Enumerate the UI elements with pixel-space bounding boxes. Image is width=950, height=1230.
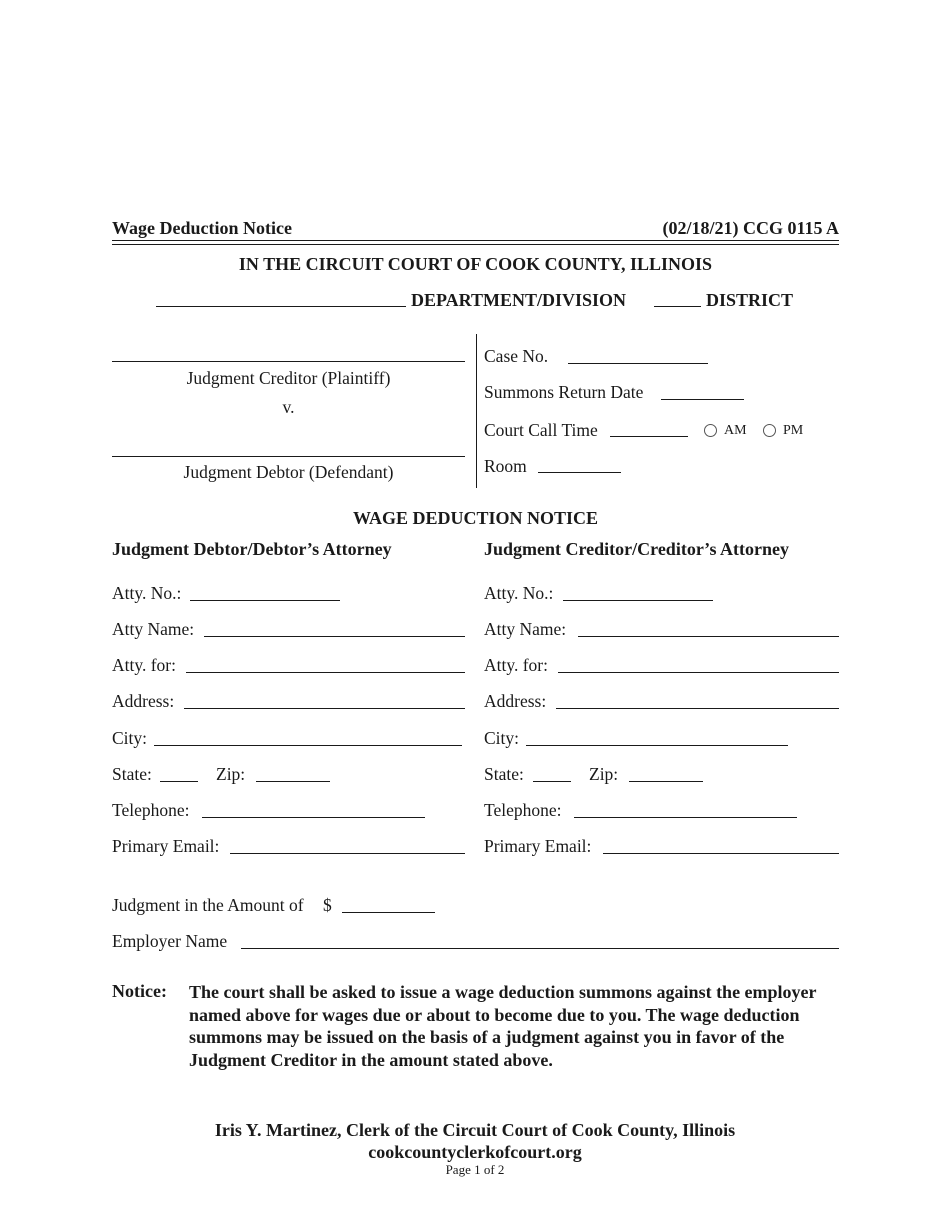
court-title: IN THE CIRCUIT COURT OF COOK COUNTY, ILLINOIS (238, 254, 713, 274)
debtor-city-label: City: (112, 728, 148, 748)
court-call-label: Court Call Time (484, 420, 598, 440)
court-call-field[interactable] (610, 436, 688, 437)
clerk-website[interactable]: cookcountyclerkofcourt.org (368, 1142, 582, 1162)
summons-return-field[interactable] (661, 399, 744, 400)
pm-radio[interactable] (763, 424, 776, 437)
judgment-amount-field[interactable] (342, 912, 435, 913)
debtor-telephone-label: Telephone: (112, 800, 190, 820)
debtor-telephone-field[interactable] (202, 817, 425, 818)
debtor-heading: Judgment Debtor/Debtor’s Attorney (112, 539, 392, 559)
creditor-zip-label: Zip: (589, 764, 619, 784)
creditor-atty-name-label: Atty Name: (484, 619, 567, 639)
caption-divider (476, 334, 477, 488)
debtor-address-field[interactable] (184, 708, 465, 709)
creditor-address-label: Address: (484, 691, 547, 711)
summons-return-label: Summons Return Date (484, 382, 644, 402)
case-no-field[interactable] (568, 363, 708, 364)
am-radio[interactable] (704, 424, 717, 437)
clerk-name: Iris Y. Martinez, Clerk of the Circuit Court of Cook County, Illinois (214, 1120, 736, 1140)
creditor-address-field[interactable] (556, 708, 839, 709)
notice-title: WAGE DEDUCTION NOTICE (352, 508, 599, 528)
debtor-atty-name-label: Atty Name: (112, 619, 195, 639)
creditor-atty-for-field[interactable] (558, 672, 839, 673)
plaintiff-field[interactable] (112, 361, 465, 362)
creditor-atty-no-label: Atty. No.: (484, 583, 554, 603)
page-number: Page 1 of 2 (445, 1162, 505, 1177)
defendant-label: Judgment Debtor (Defendant) (183, 462, 394, 482)
creditor-email-field[interactable] (603, 853, 839, 854)
am-label: AM (724, 423, 747, 438)
pm-label: PM (783, 423, 804, 438)
creditor-zip-field[interactable] (629, 781, 703, 782)
debtor-atty-for-field[interactable] (186, 672, 465, 673)
debtor-atty-no-field[interactable] (190, 600, 340, 601)
employer-name-field[interactable] (241, 948, 839, 949)
judgment-amount-label: Judgment in the Amount of (112, 895, 304, 915)
currency-symbol: $ (323, 895, 332, 915)
creditor-email-label: Primary Email: (484, 836, 592, 856)
creditor-city-field[interactable] (526, 745, 788, 746)
creditor-atty-name-field[interactable] (578, 636, 839, 637)
debtor-state-field[interactable] (160, 781, 198, 782)
debtor-atty-no-label: Atty. No.: (112, 583, 182, 603)
creditor-city-label: City: (484, 728, 520, 748)
header-rule-top (112, 240, 839, 241)
employer-name-label: Employer Name (112, 931, 228, 951)
creditor-state-label: State: (484, 764, 524, 784)
form-code: (02/18/21) CCG 0115 A (662, 218, 839, 238)
district-label: DISTRICT (706, 290, 794, 310)
debtor-email-field[interactable] (230, 853, 465, 854)
debtor-zip-label: Zip: (216, 764, 246, 784)
defendant-field[interactable] (112, 456, 465, 457)
debtor-address-label: Address: (112, 691, 175, 711)
creditor-telephone-field[interactable] (574, 817, 797, 818)
debtor-atty-for-label: Atty. for: (112, 655, 176, 675)
versus-label: v. (282, 397, 295, 417)
debtor-atty-name-field[interactable] (204, 636, 465, 637)
creditor-state-field[interactable] (533, 781, 571, 782)
debtor-email-label: Primary Email: (112, 836, 220, 856)
debtor-state-label: State: (112, 764, 152, 784)
department-field[interactable] (156, 306, 406, 307)
department-label: DEPARTMENT/DIVISION (411, 290, 627, 310)
debtor-city-field[interactable] (154, 745, 462, 746)
district-field[interactable] (654, 306, 701, 307)
creditor-atty-for-label: Atty. for: (484, 655, 548, 675)
header-rule-bottom (112, 244, 839, 245)
room-field[interactable] (538, 472, 621, 473)
creditor-heading: Judgment Creditor/Creditor’s Attorney (484, 539, 789, 559)
creditor-telephone-label: Telephone: (484, 800, 562, 820)
debtor-zip-field[interactable] (256, 781, 330, 782)
creditor-atty-no-field[interactable] (563, 600, 713, 601)
notice-text: The court shall be asked to issue a wage deduction summons against the employer named above for wages due or about to become due to you. The wage deduction summons may be issued on the basis of a judgment against you in favor of the Judgment Creditor in the amount stated above. (189, 982, 817, 1070)
form-name: Wage Deduction Notice (112, 218, 292, 238)
case-no-label: Case No. (484, 346, 549, 366)
room-label: Room (484, 456, 527, 476)
notice-label: Notice: (112, 981, 167, 1001)
plaintiff-label: Judgment Creditor (Plaintiff) (186, 368, 391, 388)
